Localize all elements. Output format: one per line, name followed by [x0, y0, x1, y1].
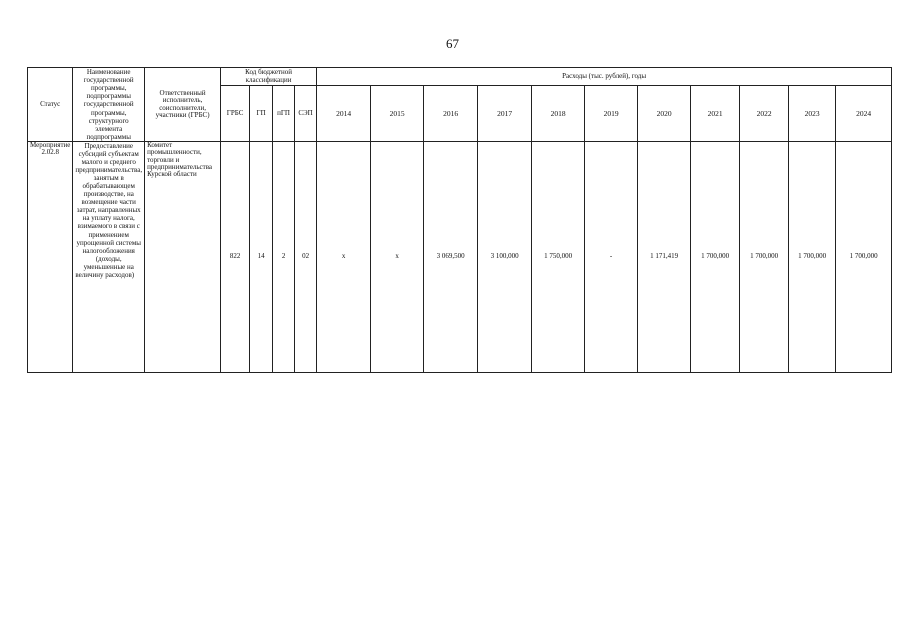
row-code-grbs: 822 [221, 142, 250, 373]
row-code-pgp: 2 [273, 142, 295, 373]
header-responsible: Ответственный исполнитель, соисполнители, участники (ГРБС) [145, 68, 221, 142]
row-value: x [371, 142, 424, 373]
header-year: 2024 [836, 86, 892, 142]
header-year: 2021 [691, 86, 740, 142]
page-number: 67 [446, 36, 459, 51]
row-value: 1 171,419 [638, 142, 691, 373]
header-code-sep: СЭП [295, 86, 317, 142]
row-value: 3 100,000 [478, 142, 532, 373]
header-status: Статус [28, 68, 73, 142]
row-value: 1 700,000 [789, 142, 836, 373]
row-value: 3 069,500 [424, 142, 478, 373]
header-year: 2019 [585, 86, 638, 142]
budget-table [27, 67, 892, 373]
header-name: Наименование государственной программы, подпрограммы государственной программы, структурного элемента подпрограммы [73, 68, 145, 142]
header-expenses: Расходы (тыс. рублей), годы [317, 68, 892, 86]
header-year: 2015 [371, 86, 424, 142]
header-year: 2018 [532, 86, 585, 142]
header-year: 2016 [424, 86, 478, 142]
header-year: 2020 [638, 86, 691, 142]
row-responsible: Комитет промышленности, торговли и предпринимательства Курской области [145, 142, 221, 373]
row-name: Предоставление субсидий субъектам малого и среднего предпринимательства, занятым в обрабатывающем производстве, на возмещение части затрат, направленных на уплату налога, взимаемого в связи с применением упрощенной системы налогообложения (доходы, уменьшенные на величину расходов) [73, 142, 145, 373]
header-code-pgp: пГП [273, 86, 295, 142]
row-value: 1 700,000 [691, 142, 740, 373]
row-code-sep: 02 [295, 142, 317, 373]
row-code-gp: 14 [250, 142, 273, 373]
header-year: 2017 [478, 86, 532, 142]
row-value: 1 700,000 [740, 142, 789, 373]
header-year: 2023 [789, 86, 836, 142]
row-value: 1 700,000 [836, 142, 892, 373]
header-code-gp: ГП [250, 86, 273, 142]
row-value: x [317, 142, 371, 373]
row-value: - [585, 142, 638, 373]
header-year: 2022 [740, 86, 789, 142]
header-budget-code: Код бюджетной классификации [221, 68, 317, 86]
row-value: 1 750,000 [532, 142, 585, 373]
row-status: Мероприятие 2.02.8 [28, 142, 73, 373]
table-row [28, 142, 892, 373]
header-code-grbs: ГРБС [221, 86, 250, 142]
header-year: 2014 [317, 86, 371, 142]
